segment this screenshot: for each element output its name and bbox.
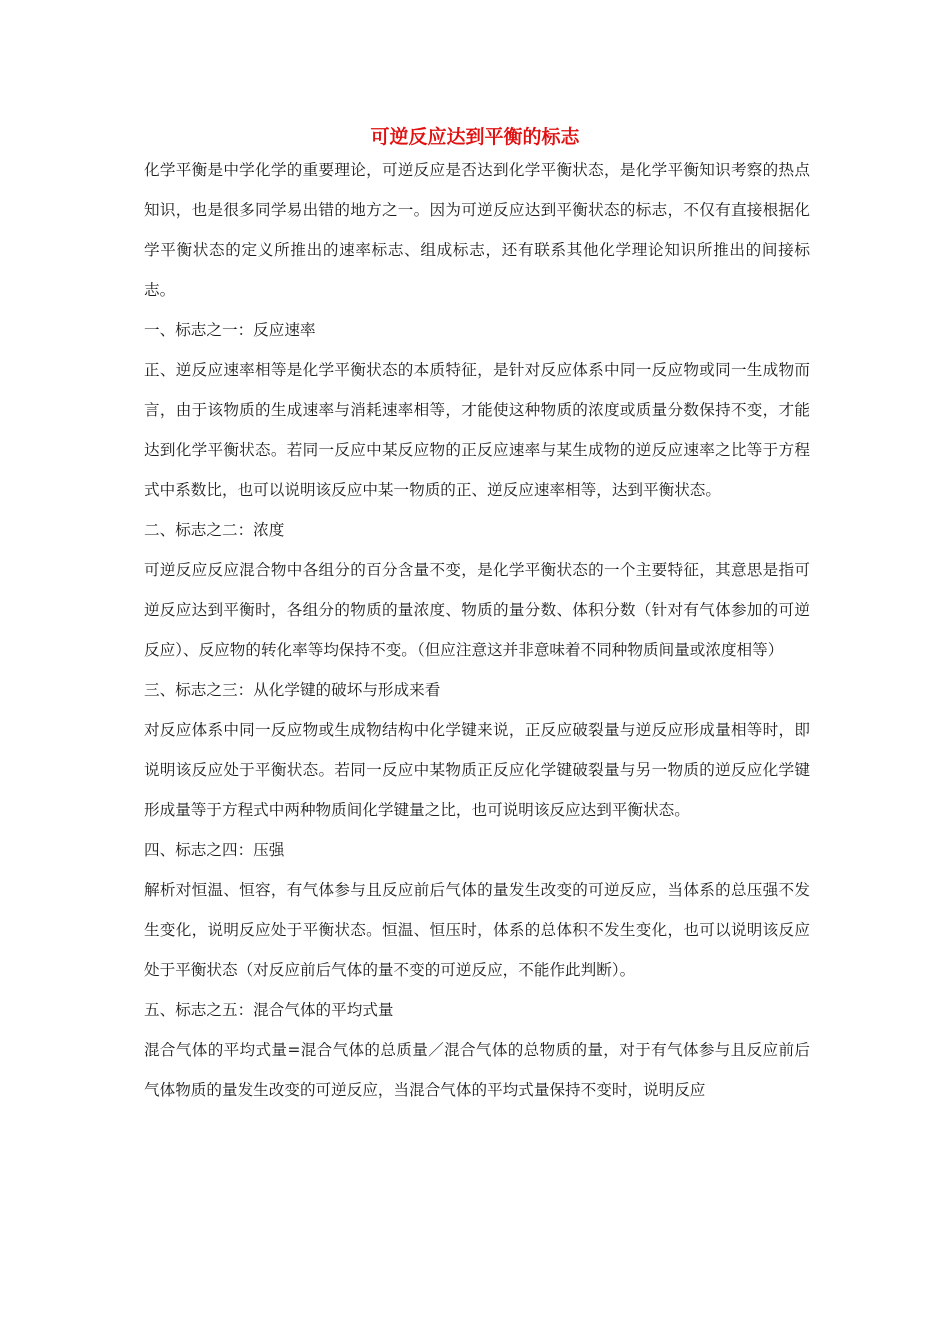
section-body-2: 可逆反应反应混合物中各组分的百分含量不变，是化学平衡状态的一个主要特征，其意思是指可逆反应达到平衡时，各组分的物质的量浓度、物质的量分数、体积分数（针对有气体参加的可逆反应）、反应物的转化率等均保持不变。（但应注意这并非意味着不同种物质间量或浓度相等） <box>144 561 810 659</box>
section-heading-4: 四、标志之四：压强 <box>144 841 285 859</box>
document-title: 可逆反应达到平衡的标志 <box>370 126 580 148</box>
section-body-1: 正、逆反应速率相等是化学平衡状态的本质特征，是针对反应体系中同一反应物或同一生成物而言，由于该物质的生成速率与消耗速率相等，才能使这种物质的浓度或质量分数保持不变，才能达到化学平衡状态。若同一反应中某反应物的正反应速率与某生成物的逆反应速率之比等于方程式中系数比，也可以说明该反应中某一物质的正、逆反应速率相等，达到平衡状态。 <box>144 361 810 499</box>
section-heading-3: 三、标志之三：从化学键的破坏与形成来看 <box>144 681 441 699</box>
intro-paragraph: 化学平衡是中学化学的重要理论，可逆反应是否达到化学平衡状态，是化学平衡知识考察的热点知识，也是很多同学易出错的地方之一。因为可逆反应达到平衡状态的标志，不仅有直接根据化学平衡状态的定义所推出的速率标志、组成标志，还有联系其他化学理论知识所推出的间接标志。 <box>144 161 810 299</box>
section-heading-2: 二、标志之二：浓度 <box>144 521 285 539</box>
document-body <box>144 150 810 1110</box>
section-heading-1: 一、标志之一：反应速率 <box>144 321 316 339</box>
section-body-3: 对反应体系中同一反应物或生成物结构中化学键来说，正反应破裂量与逆反应形成量相等时，即说明该反应处于平衡状态。若同一反应中某物质正反应化学键破裂量与另一物质的逆反应化学键形成量等于方程式中两种物质间化学键量之比，也可说明该反应达到平衡状态。 <box>144 721 810 819</box>
section-body-4: 解析对恒温、恒容，有气体参与且反应前后气体的量发生改变的可逆反应，当体系的总压强不发生变化，说明反应处于平衡状态。恒温、恒压时，体系的总体积不发生变化，也可以说明该反应处于平衡状态（对反应前后气体的量不变的可逆反应，不能作此判断）。 <box>144 881 810 979</box>
section-heading-5: 五、标志之五：混合气体的平均式量 <box>144 1001 394 1019</box>
section-body-5: 混合气体的平均式量=混合气体的总质量／混合气体的总物质的量，对于有气体参与且反应前后气体物质的量发生改变的可逆反应，当混合气体的平均式量保持不变时，说明反应 <box>144 1041 810 1099</box>
